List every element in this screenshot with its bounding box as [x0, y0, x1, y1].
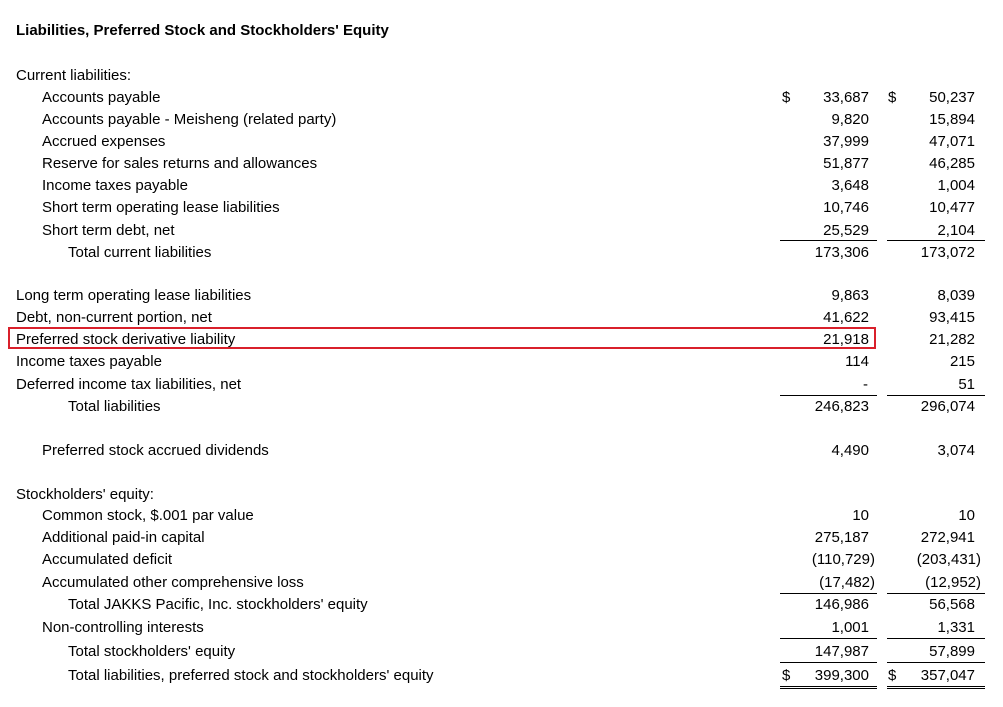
- value-col1: -: [863, 376, 868, 393]
- value-col1: 41,622: [823, 309, 869, 326]
- subtotal-rule: [887, 638, 985, 639]
- value-col2: 57,899: [929, 643, 975, 660]
- row-label: Total current liabilities: [68, 244, 212, 261]
- value-col2: (12,952): [925, 574, 981, 591]
- row-label: Accumulated other comprehensive loss: [42, 574, 304, 591]
- value-col1: 4,490: [831, 442, 869, 459]
- value-col1: (110,729): [811, 551, 875, 568]
- value-col2: 272,941: [920, 529, 975, 546]
- row-label: Deferred income tax liabilities, net: [16, 376, 242, 393]
- row-label: Accounts payable: [42, 89, 161, 106]
- row-income-taxes-payable: [0, 353, 1003, 375]
- subtotal-rule: [887, 395, 985, 396]
- row-total-current-liabilities: [0, 244, 1003, 266]
- value-col2: 56,568: [929, 596, 975, 613]
- value-col1: 246,823: [814, 398, 869, 415]
- row-label: Preferred stock derivative liability: [16, 331, 236, 348]
- row-long-term-lease: [0, 287, 1003, 309]
- row-total-jakks-equity: [0, 596, 1003, 618]
- subtotal-rule: [780, 593, 877, 594]
- row-label: Total JAKKS Pacific, Inc. stockholders' equity: [68, 596, 368, 613]
- currency-symbol: $: [888, 89, 897, 106]
- value-col2: 215: [949, 353, 975, 370]
- value-col1: 10: [852, 507, 869, 524]
- subtotal-rule: [780, 240, 877, 241]
- row-label: Short term operating lease liabilities: [42, 199, 280, 216]
- currency-symbol: $: [782, 667, 791, 684]
- value-col1: 37,999: [823, 133, 869, 150]
- row-label: Total liabilities: [68, 398, 161, 415]
- value-col1: 51,877: [823, 155, 869, 172]
- value-col2: 296,074: [920, 398, 975, 415]
- row-label: Income taxes payable: [42, 177, 188, 194]
- highlight-box: [8, 327, 876, 349]
- section-stockholders-equity: Stockholders' equity:: [16, 486, 154, 503]
- row-label: Total liabilities, preferred stock and stockholders' equity: [68, 667, 434, 684]
- row-label: Accrued expenses: [42, 133, 166, 150]
- currency-symbol: $: [888, 667, 897, 684]
- row-label: Total stockholders' equity: [68, 643, 236, 660]
- value-col1: 25,529: [823, 222, 869, 239]
- value-col2: 47,071: [929, 133, 975, 150]
- row-label: Income taxes payable: [16, 353, 162, 370]
- value-col1: 9,820: [831, 111, 869, 128]
- value-col2: 1,004: [937, 177, 975, 194]
- value-col1: 275,187: [814, 529, 869, 546]
- value-col1: (17,482): [819, 574, 875, 591]
- value-col2: 3,074: [937, 442, 975, 459]
- subtotal-rule: [887, 662, 985, 663]
- value-col1: 114: [845, 353, 869, 370]
- value-col1: 146,986: [814, 596, 869, 613]
- row-income-taxes-payable-current: [0, 177, 1003, 199]
- statement-title: Liabilities, Preferred Stock and Stockholders' Equity: [16, 22, 389, 39]
- grand-total-double-rule: [887, 686, 985, 689]
- subtotal-rule: [780, 638, 877, 639]
- row-accrued-expenses: [0, 133, 1003, 155]
- value-col1: 399,300: [814, 667, 869, 684]
- value-col2: 93,415: [929, 309, 975, 326]
- value-col2: 10: [958, 507, 975, 524]
- row-label: Non-controlling interests: [42, 619, 204, 636]
- value-col2: (203,431): [916, 551, 981, 568]
- value-col1: 147,987: [814, 643, 869, 660]
- value-col1: 173,306: [814, 244, 869, 261]
- row-accumulated-deficit: [0, 551, 1003, 573]
- row-accounts-payable-meisheng: [0, 111, 1003, 133]
- row-preferred-accrued-dividends: [0, 442, 1003, 464]
- row-label: Additional paid-in capital: [42, 529, 205, 546]
- value-col1: 10,746: [823, 199, 869, 216]
- subtotal-rule: [887, 240, 985, 241]
- row-label: Preferred stock accrued dividends: [42, 442, 269, 459]
- subtotal-rule: [780, 395, 877, 396]
- subtotal-rule: [780, 662, 877, 663]
- row-label: Long term operating lease liabilities: [16, 287, 252, 304]
- row-label: Short term debt, net: [42, 222, 175, 239]
- section-current-liabilities: Current liabilities:: [16, 67, 132, 84]
- subtotal-rule: [887, 593, 985, 594]
- row-short-term-lease: [0, 199, 1003, 221]
- value-col1: 1,001: [831, 619, 869, 636]
- value-col1: 33,687: [823, 89, 869, 106]
- row-label: Accounts payable - Meisheng (related party): [42, 111, 337, 128]
- row-label: Common stock, $.001 par value: [42, 507, 254, 524]
- row-total-liabilities: [0, 398, 1003, 420]
- value-col2: 50,237: [929, 89, 975, 106]
- value-col2: 10,477: [929, 199, 975, 216]
- row-label: Reserve for sales returns and allowances: [42, 155, 318, 172]
- value-col2: 357,047: [920, 667, 975, 684]
- value-col1: 21,918: [823, 331, 869, 348]
- value-col2: 51: [958, 376, 975, 393]
- value-col2: 1,331: [937, 619, 975, 636]
- value-col2: 15,894: [929, 111, 975, 128]
- value-col1: 3,648: [831, 177, 869, 194]
- row-common-stock: [0, 507, 1003, 529]
- value-col2: 8,039: [937, 287, 975, 304]
- currency-symbol: $: [782, 89, 791, 106]
- row-label: Debt, non-current portion, net: [16, 309, 212, 326]
- row-label: Accumulated deficit: [42, 551, 173, 568]
- value-col1: 9,863: [831, 287, 869, 304]
- value-col2: 46,285: [929, 155, 975, 172]
- row-accounts-payable: [0, 89, 1003, 111]
- row-apic: [0, 529, 1003, 551]
- value-col2: 2,104: [937, 222, 975, 239]
- row-reserve-sales-returns: [0, 155, 1003, 177]
- value-col2: 173,072: [920, 244, 975, 261]
- value-col2: 21,282: [929, 331, 975, 348]
- grand-total-double-rule: [780, 686, 877, 689]
